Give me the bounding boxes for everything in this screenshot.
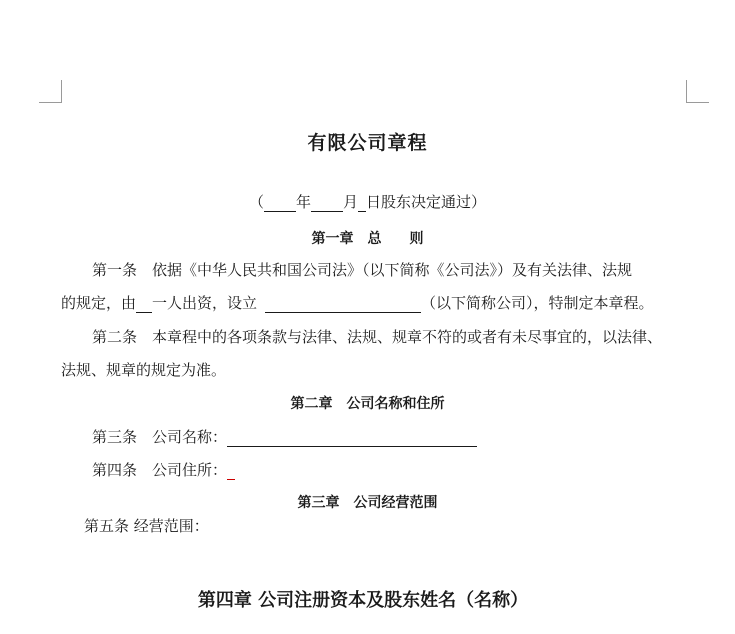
article-4-label: 第四条 公司住所： [92,461,228,479]
article-3-line [92,426,477,447]
approval-year: 年 [295,193,311,211]
article-1-text-b: 一人出资，设立 [152,294,258,312]
year-blank [264,194,296,212]
approval-line [0,191,735,212]
chapter-2-heading: 第二章 公司名称和住所 [290,396,445,412]
approval-day-text: 日股东决定通过） [366,193,487,211]
approval-open: （ [248,193,264,211]
article-2-line-2: 法规、规章的规定为准。 [61,361,227,379]
page-corner-mark-top-left [39,80,62,103]
month-blank [311,194,343,212]
article-5-line: 第五条 经营范围： [84,517,209,535]
document-title: 有限公司章程 [307,132,428,154]
company-name-blank [265,295,421,313]
article-1-line-2 [61,292,654,313]
chapter-4-heading: 第四章 公司注册资本及股东姓名（名称） [197,590,529,611]
chapter-1-heading: 第一章 总 则 [311,231,424,247]
address-blank-marker [227,465,235,480]
article-1-text-a: 的规定，由 [61,294,137,312]
article-3-label: 第三条 公司名称： [92,428,228,446]
investor-blank [136,295,152,313]
chapter-3-heading: 第三章 公司经营范围 [297,495,438,511]
article-1-text-c: （以下简称公司），特制定本章程。 [421,294,654,312]
page-corner-mark-top-right [686,80,709,103]
company-name-field-blank [227,429,477,447]
article-1-line-1: 第一条 依据《中华人民共和国公司法》（以下简称《公司法》）及有关法律、法规 [92,261,633,279]
article-4-line [92,459,235,480]
day-blank [358,194,366,212]
article-2-line-1: 第二条 本章程中的各项条款与法律、法规、规章不符的或者有未尽事宜的，以法律、 [92,328,663,346]
approval-month: 月 [343,193,359,211]
